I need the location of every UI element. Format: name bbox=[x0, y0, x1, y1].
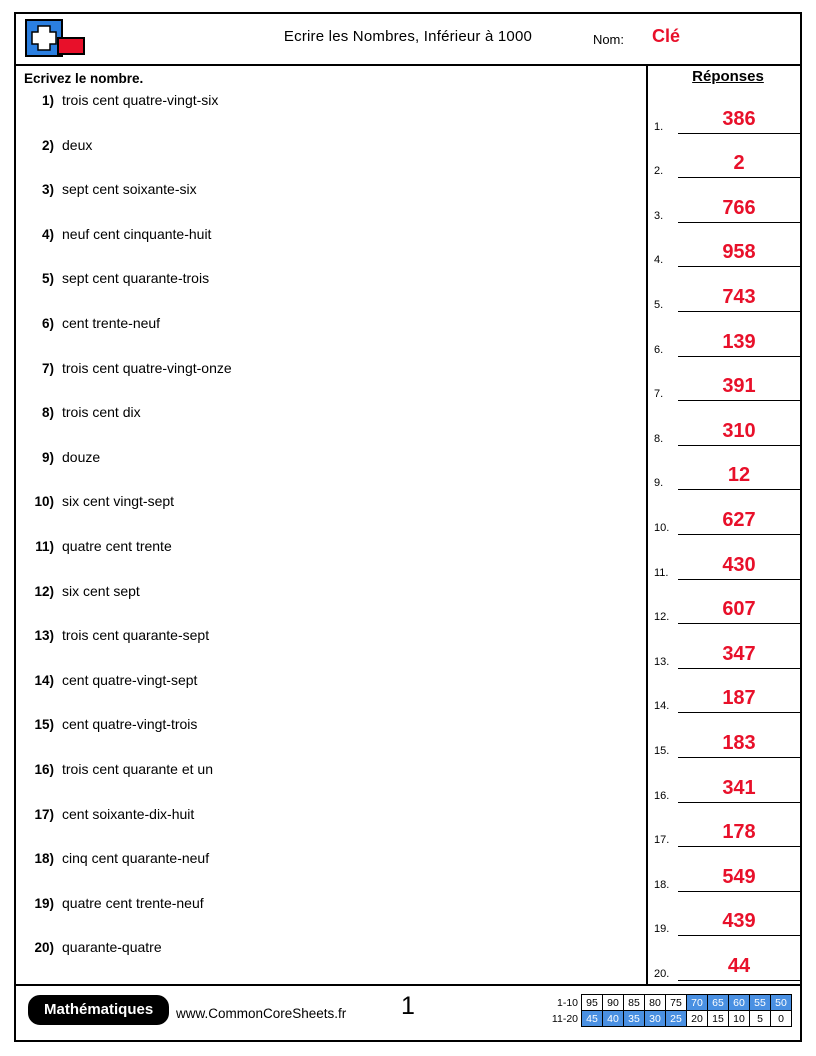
scale-row-2 bbox=[550, 1011, 792, 1027]
question-number: 5) bbox=[41, 271, 54, 287]
name-value: Clé bbox=[651, 26, 680, 46]
answer-row bbox=[652, 718, 804, 763]
answer-row bbox=[652, 897, 804, 942]
answer-number: 8. bbox=[654, 432, 664, 445]
question-number: 13) bbox=[34, 628, 54, 644]
answer-value: 958 bbox=[722, 241, 756, 264]
scale-cell: 55 bbox=[750, 995, 771, 1011]
question-number: 18) bbox=[34, 851, 54, 867]
answers-heading: Réponses bbox=[692, 68, 764, 85]
answer-number: 13. bbox=[654, 655, 670, 668]
answer-value: 310 bbox=[722, 419, 756, 442]
answer-number: 17. bbox=[654, 834, 670, 847]
answer-number: 1. bbox=[654, 120, 664, 133]
question-number: 4) bbox=[41, 226, 54, 242]
question-text: trois cent quarante et un bbox=[62, 760, 213, 777]
answer-number: 19. bbox=[654, 923, 670, 936]
list-item bbox=[16, 850, 646, 895]
answer-row bbox=[652, 585, 804, 630]
question-text: trois cent quarante-sept bbox=[62, 627, 210, 644]
brand-badge: Mathématiques bbox=[28, 995, 169, 1025]
scale-row-2-label: 11-20 bbox=[551, 1012, 578, 1025]
answer-value: 391 bbox=[722, 375, 756, 398]
list-item bbox=[16, 895, 646, 940]
answer-number: 3. bbox=[654, 209, 664, 222]
answer-value: 386 bbox=[722, 107, 756, 130]
answer-number: 9. bbox=[654, 477, 664, 490]
answer-number: 14. bbox=[654, 700, 670, 713]
scale-cell: 15 bbox=[708, 1011, 729, 1027]
answer-number: 16. bbox=[654, 789, 670, 802]
answer-value: 183 bbox=[722, 731, 756, 754]
answer-row bbox=[652, 94, 804, 139]
list-item bbox=[16, 538, 646, 583]
answer-row bbox=[652, 540, 804, 585]
scale-cell: 50 bbox=[771, 995, 792, 1011]
answer-row bbox=[652, 228, 804, 273]
question-text: trois cent dix bbox=[62, 404, 141, 421]
scale-cell: 70 bbox=[687, 995, 708, 1011]
worksheet-page bbox=[14, 12, 802, 1042]
answer-number: 5. bbox=[654, 298, 664, 311]
question-number: 9) bbox=[41, 449, 54, 465]
website-url: www.CommonCoreSheets.fr bbox=[176, 1006, 347, 1021]
list-item bbox=[16, 449, 646, 494]
question-number: 1) bbox=[41, 93, 54, 108]
scale-cell: 0 bbox=[771, 1011, 792, 1027]
list-item bbox=[16, 939, 646, 984]
list-item bbox=[16, 627, 646, 672]
scale-cell: 40 bbox=[603, 1011, 624, 1027]
answer-row bbox=[652, 941, 804, 986]
question-number: 3) bbox=[41, 182, 54, 198]
question-text: quatre cent trente-neuf bbox=[62, 894, 204, 911]
answer-value: 430 bbox=[722, 553, 756, 576]
question-text: cent soixante-dix-huit bbox=[62, 805, 195, 822]
question-number: 12) bbox=[34, 583, 54, 599]
answer-value: 743 bbox=[722, 285, 756, 308]
question-text: douze bbox=[62, 448, 101, 465]
list-item bbox=[16, 404, 646, 449]
answer-number: 7. bbox=[654, 388, 664, 401]
scale-cell: 35 bbox=[624, 1011, 645, 1027]
column-divider bbox=[646, 66, 648, 986]
answer-row bbox=[652, 272, 804, 317]
question-text: cent quatre-vingt-trois bbox=[62, 716, 198, 733]
scale-cell: 45 bbox=[582, 1011, 603, 1027]
scale-cell: 85 bbox=[624, 995, 645, 1011]
question-number: 15) bbox=[34, 717, 54, 733]
question-number: 2) bbox=[41, 137, 54, 153]
question-number: 17) bbox=[34, 806, 54, 822]
scale-cell: 30 bbox=[645, 1011, 666, 1027]
worksheet-footer bbox=[16, 984, 800, 1040]
scale-cell: 5 bbox=[750, 1011, 771, 1027]
grading-scale bbox=[550, 994, 792, 1027]
page-title: Ecrire les Nombres, Inférieur à 1000 bbox=[283, 28, 533, 45]
question-text: cinq cent quarante-neuf bbox=[62, 850, 210, 867]
answer-number: 15. bbox=[654, 744, 670, 757]
question-text: trois cent quatre-vingt-onze bbox=[62, 359, 232, 376]
list-item bbox=[16, 360, 646, 405]
answer-value: 187 bbox=[722, 687, 756, 710]
question-number: 16) bbox=[34, 761, 54, 777]
scale-cell: 80 bbox=[645, 995, 666, 1011]
answer-row bbox=[652, 495, 804, 540]
answer-number: 12. bbox=[654, 611, 670, 624]
worksheet-header bbox=[16, 14, 800, 66]
list-item bbox=[16, 92, 646, 137]
answer-value: 766 bbox=[722, 196, 756, 219]
answer-number: 11. bbox=[654, 566, 669, 579]
list-item bbox=[16, 716, 646, 761]
answer-value: 439 bbox=[722, 910, 756, 933]
question-number: 19) bbox=[34, 895, 54, 911]
question-text: sept cent quarante-trois bbox=[62, 270, 210, 287]
scale-cell: 65 bbox=[708, 995, 729, 1011]
question-text: deux bbox=[62, 136, 93, 153]
answer-row bbox=[652, 808, 804, 853]
question-number: 11) bbox=[35, 538, 54, 554]
list-item bbox=[16, 761, 646, 806]
list-item bbox=[16, 583, 646, 628]
answer-number: 4. bbox=[654, 254, 664, 267]
list-item bbox=[16, 493, 646, 538]
answer-value: 44 bbox=[727, 954, 751, 977]
answer-value: 341 bbox=[722, 776, 756, 799]
list-item bbox=[16, 181, 646, 226]
list-item bbox=[16, 806, 646, 851]
answer-value: 549 bbox=[722, 865, 756, 888]
questions-list bbox=[16, 92, 646, 984]
question-text: trois cent quatre-vingt-six bbox=[62, 92, 219, 108]
list-item bbox=[16, 226, 646, 271]
question-number: 20) bbox=[34, 940, 54, 956]
answer-value: 12 bbox=[727, 464, 751, 487]
question-number: 10) bbox=[34, 494, 54, 510]
scale-row-1-label: 1-10 bbox=[556, 996, 578, 1009]
list-item bbox=[16, 137, 646, 182]
scale-cell: 60 bbox=[729, 995, 750, 1011]
answer-number: 2. bbox=[654, 165, 664, 178]
answer-number: 18. bbox=[654, 878, 670, 891]
answer-value: 347 bbox=[722, 642, 756, 665]
question-number: 14) bbox=[34, 672, 54, 688]
answer-value: 139 bbox=[722, 330, 756, 353]
answer-value: 178 bbox=[722, 821, 756, 844]
question-text: neuf cent cinquante-huit bbox=[62, 225, 212, 242]
answer-row bbox=[652, 406, 804, 451]
question-text: cent quatre-vingt-sept bbox=[62, 671, 198, 688]
answer-value: 2 bbox=[733, 152, 745, 175]
scale-cell: 10 bbox=[729, 1011, 750, 1027]
answer-value: 627 bbox=[722, 508, 756, 531]
scale-row-1 bbox=[550, 995, 792, 1011]
answer-row bbox=[652, 674, 804, 719]
answer-row bbox=[652, 451, 804, 496]
scale-cell: 20 bbox=[687, 1011, 708, 1027]
question-number: 6) bbox=[41, 315, 54, 331]
question-text: six cent vingt-sept bbox=[62, 493, 175, 510]
answer-row bbox=[652, 763, 804, 808]
list-item bbox=[16, 315, 646, 360]
answer-number: 20. bbox=[654, 967, 670, 980]
scale-cell: 95 bbox=[582, 995, 603, 1011]
worksheet-body bbox=[16, 66, 800, 986]
instructions-text: Ecrivez le nombre. bbox=[24, 71, 144, 86]
scale-cell: 75 bbox=[666, 995, 687, 1011]
answer-row bbox=[652, 139, 804, 184]
question-text: sept cent soixante-six bbox=[62, 181, 197, 198]
question-number: 8) bbox=[41, 405, 54, 421]
answer-value: 607 bbox=[722, 598, 756, 621]
answer-row bbox=[652, 317, 804, 362]
scale-cell: 90 bbox=[603, 995, 624, 1011]
answer-row bbox=[652, 183, 804, 228]
answers-list bbox=[652, 94, 804, 986]
question-number: 7) bbox=[41, 360, 54, 376]
list-item bbox=[16, 270, 646, 315]
answer-number: 10. bbox=[654, 521, 670, 534]
name-label: Nom: bbox=[592, 32, 624, 47]
answer-row bbox=[652, 629, 804, 674]
page-number: 1 bbox=[401, 992, 415, 1020]
scale-cell: 25 bbox=[666, 1011, 687, 1027]
question-text: quarante-quatre bbox=[62, 939, 162, 956]
question-text: quatre cent trente bbox=[62, 537, 172, 554]
answer-row bbox=[652, 852, 804, 897]
answer-number: 6. bbox=[654, 343, 664, 356]
question-text: cent trente-neuf bbox=[62, 314, 161, 331]
list-item bbox=[16, 672, 646, 717]
question-text: six cent sept bbox=[62, 582, 140, 599]
answer-row bbox=[652, 362, 804, 407]
